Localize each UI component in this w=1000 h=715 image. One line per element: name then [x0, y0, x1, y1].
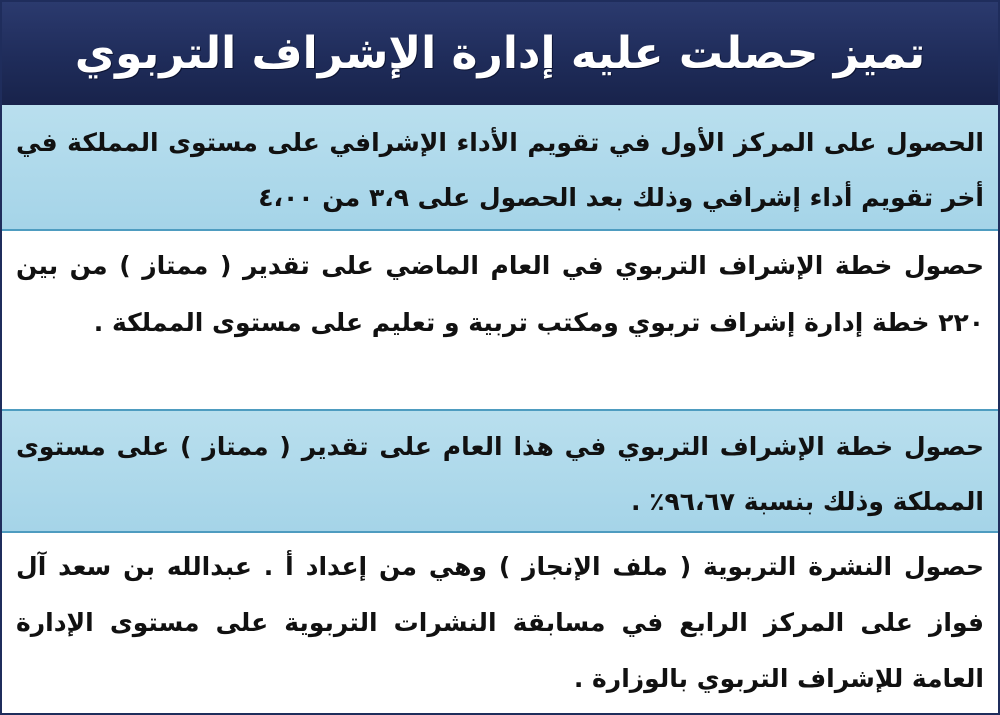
achievement-item-2: حصول خطة الإشراف التربوي في العام الماضي على تقدير ( ممتاز ) من بين ٢٢٠ خطة إدارة إشراف تربوي ومكتب تربية و تعليم على مستوى المملكة .: [2, 231, 998, 409]
achievement-item-4: حصول النشرة التربوية ( ملف الإنجاز ) وهي من إعداد أ . عبدالله بن سعد آل فواز على المركز الرابع في مسابقة النشرات التربوية على مستوى الإدارة العامة للإشراف التربوي بالوزارة .: [2, 533, 998, 713]
achievement-item-1: الحصول على المركز الأول في تقويم الأداء الإشرافي على مستوى المملكة في أخر تقويم أداء إشرافي وذلك بعد الحصول على ٣،٩ من ٤،٠٠: [2, 105, 998, 229]
panel-title: تميز حصلت عليه إدارة الإشراف التربوي: [74, 28, 926, 79]
title-bar: [2, 2, 998, 105]
achievement-item-3: حصول خطة الإشراف التربوي في هذا العام على تقدير ( ممتاز ) على مستوى المملكة وذلك بنسبة ٩٦،٦٧٪ .: [2, 411, 998, 531]
